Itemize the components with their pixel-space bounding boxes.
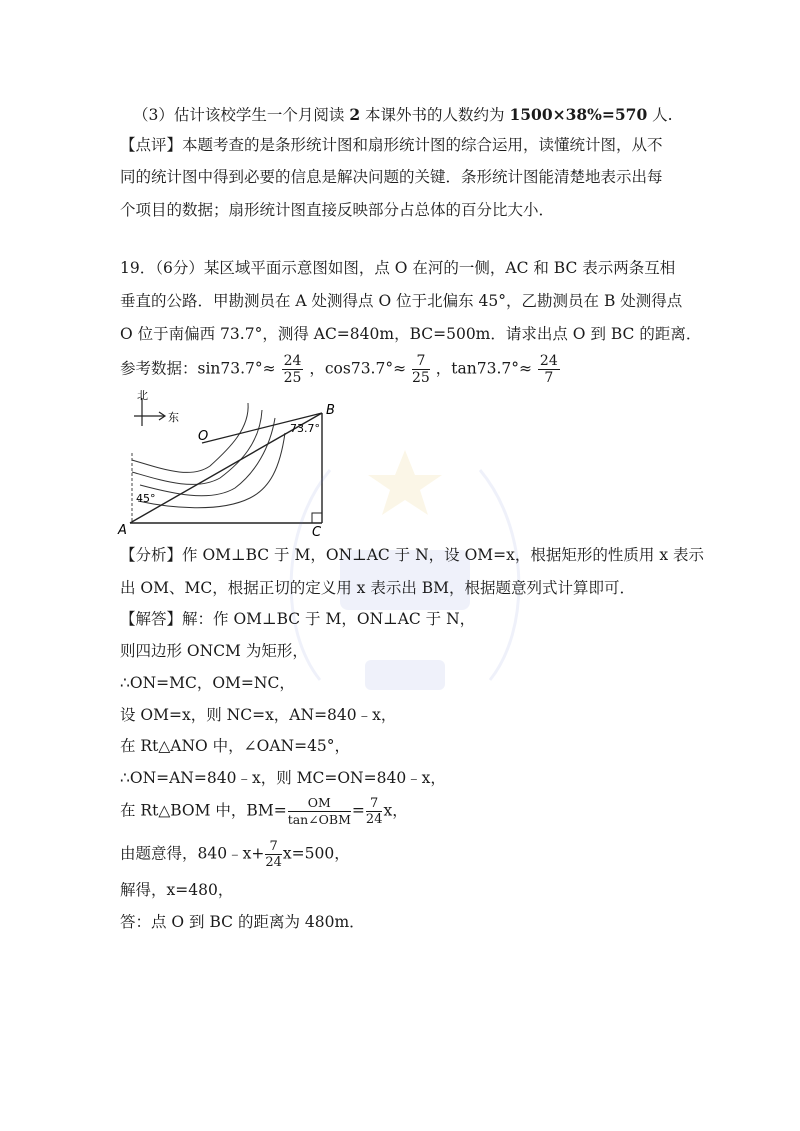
solution-line-4: 设 OM=x，则 NC=x，AN=840﹣x， xyxy=(120,706,397,724)
comment-line-1: 【点评】本题考查的是条形统计图和扇形统计图的综合运用，读懂统计图，从不 xyxy=(120,136,663,154)
solution-line-6: ∴ON=AN=840﹣x，则 MC=ON=840﹣x， xyxy=(120,769,446,787)
part3-number: （3） xyxy=(133,106,174,124)
part3-text-c: 人. xyxy=(647,106,673,124)
east-label: 东 xyxy=(168,411,179,424)
point-b-label: B xyxy=(326,403,335,418)
reference-data-line: 参考数据：sin73.7°≈ $\frac{24}{25}$ ，cos73.7°≈ $\frac{7}{25}$ ，tan73.7°≈ $\frac{24}{7}$ xyxy=(120,353,558,386)
solution-line-3: ∴ON=MC，OM=NC， xyxy=(120,674,295,692)
angle-b-label: 73.7° xyxy=(290,422,320,435)
solution-line-2: 则四边形 ONCM 为矩形， xyxy=(120,642,308,660)
problem-line-1: 19．（6分）某区域平面示意图如图，点 O 在河的一侧，AC 和 BC 表示两条互相 xyxy=(120,259,676,277)
solution-line-1: 【解答】解：作 OM⊥BC 于 M，ON⊥AC 于 N， xyxy=(120,610,476,628)
comment-tag: 【点评】 xyxy=(120,136,183,154)
north-label: 北 xyxy=(137,389,148,402)
problem-line-2: 垂直的公路．甲勘测员在 A 处测得点 O 位于北偏东 45°，乙勘测员在 B 处测得点 xyxy=(120,292,683,310)
tan-fraction: $\frac{24}{7}$ xyxy=(539,353,558,386)
problem-line-3: O 位于南偏西 73.7°，测得 AC=840m，BC=500m．请求出点 O 到 BC 的距离． xyxy=(120,325,702,343)
part3-line xyxy=(133,104,673,126)
angle-a-label: 45° xyxy=(136,492,156,505)
part3-formula: 1500×38%=570 xyxy=(509,105,648,124)
part3-two: 2 xyxy=(349,105,361,124)
bm-fraction: $\frac{OM}{\text{tan∠OBM}}$ xyxy=(287,795,351,827)
equation-fraction: $\frac{7}{24}$ xyxy=(265,839,282,870)
analysis-line-1: 【分析】作 OM⊥BC 于 M，ON⊥AC 于 N，设 OM=x，根据矩形的性质用 x 表示 xyxy=(120,546,705,564)
solution-line-5: 在 Rt△ANO 中，∠OAN=45°， xyxy=(120,737,351,755)
part3-text-a: 估计该校学生一个月阅读 xyxy=(173,106,350,124)
seven-24-fraction: $\frac{7}{24}$ xyxy=(365,796,383,827)
sin-fraction: $\frac{24}{25}$ xyxy=(283,353,302,386)
point-c-label: C xyxy=(312,525,322,538)
solution-line-10: 答：点 O 到 BC 的距离为 480m． xyxy=(120,913,365,931)
solution-line-8: 由题意得，840﹣x+ $\frac{7}{24}$ x=500， xyxy=(120,839,350,870)
solution-line-7: 在 Rt△BOM 中，BM= $\frac{OM}{\text{tan∠OBM}}$ = $\frac{7}{24}$ x， xyxy=(120,795,408,827)
part3-text-b: 本课外书的人数约为 xyxy=(360,106,510,124)
comment-line-3: 个项目的数据；扇形统计图直接反映部分占总体的百分比大小． xyxy=(120,201,555,219)
analysis-tag: 【分析】 xyxy=(120,546,183,564)
point-a-label: A xyxy=(118,523,127,538)
cos-fraction: $\frac{7}{25}$ xyxy=(412,353,430,386)
compass-icon xyxy=(134,398,165,426)
solution-tag: 【解答】 xyxy=(120,610,183,628)
point-o-label: O xyxy=(198,429,209,444)
comment-line-2: 同的统计图中得到必要的信息是解决问题的关键．条形统计图能清楚地表示出每 xyxy=(120,168,663,186)
analysis-line-2: 出 OM、MC，根据正切的定义用 x 表示出 BM，根据题意列式计算即可． xyxy=(120,579,636,597)
solution-line-9: 解得，x=480， xyxy=(120,881,234,899)
